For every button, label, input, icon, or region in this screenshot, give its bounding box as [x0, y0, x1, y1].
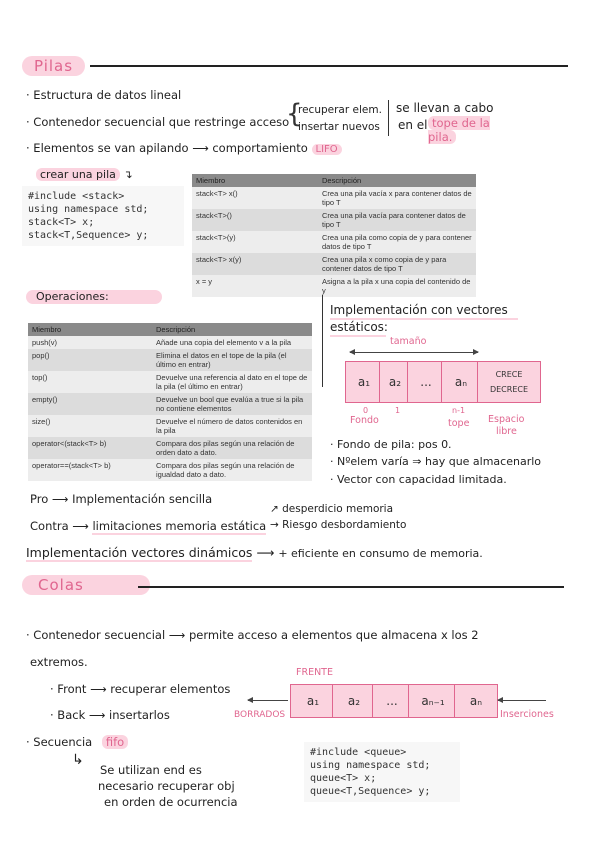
front-text: recuperar elementos — [110, 682, 231, 696]
table-row: stack<T>(y) Crea una pila como copia de y para contener datos de tipo T — [192, 231, 476, 253]
dyn-text: + eficiente en consumo de memoria. — [278, 547, 483, 560]
colas-extremos: extremos. — [30, 655, 88, 669]
frente-label: FRENTE — [296, 667, 333, 678]
operaciones-label: Operaciones: — [36, 290, 109, 303]
curved-arrow-icon: ↳ — [72, 752, 84, 768]
index-n-1: n-1 — [452, 406, 466, 415]
espacio-label: Espacio — [488, 414, 525, 425]
table-row: stack<T> x() Crea una pila vacía x para contener datos de tipo T — [192, 187, 476, 209]
arrow-icon: ↗ — [270, 503, 283, 515]
contra-text: limitaciones memoria estática — [92, 519, 267, 533]
stack-cell: ... — [407, 361, 445, 403]
arrow-icon: ⟶ — [90, 682, 111, 696]
queue-cell: aₙ — [454, 684, 498, 718]
fondo-label: Fondo — [350, 415, 379, 426]
arrow-icon: → — [270, 519, 283, 531]
index-1: 1 — [395, 406, 401, 415]
index-0: 0 — [363, 406, 369, 415]
tope-label: tope — [448, 418, 470, 429]
stack-cell: a₁ — [345, 361, 383, 403]
queue-cell: ... — [372, 684, 412, 718]
fact-nelem: · Nºelem varía ⇒ hay que almacenarlo — [330, 455, 542, 468]
crear-pila-label: crear una pila — [36, 168, 120, 181]
queue-cell: a₁ — [290, 684, 336, 718]
stack-cell: aₙ — [441, 361, 481, 403]
arrow-icon: ⟶ — [168, 628, 189, 642]
bullet-estructura: · Estructura de datos lineal — [26, 88, 182, 102]
underline — [330, 335, 386, 337]
code-line: using namespace std; — [310, 760, 431, 771]
arrow-icon: ⟶ — [72, 519, 93, 533]
brace-item-recuperar: recuperar elem. — [298, 104, 382, 116]
tope-de-la-pila: tope de la pila. — [428, 116, 490, 144]
table-header: Descripción — [318, 174, 476, 187]
code-line: #include <stack> — [28, 191, 125, 202]
code-line: queue<T,Sequence> y; — [310, 786, 431, 797]
table-row: push(v) Añade una copia del elemento v a la pila — [28, 336, 312, 349]
table-row: size() Devuelve el número de datos contenidos en la pila — [28, 415, 312, 437]
bullet-contenedor: · Contenedor secuencial que restringe acceso — [26, 115, 290, 129]
arrow-icon: ⟶ — [51, 492, 73, 506]
table-row: operator==(stack<T> b) Compara dos pilas según una relación de igualdad dato a dato. — [28, 459, 312, 481]
pro-text: Implementación sencilla — [72, 492, 213, 506]
decrece-label: DECRECE — [489, 385, 529, 394]
code-queue — [304, 742, 460, 802]
impl-title-2: estáticos: — [330, 320, 388, 334]
colas-permite: permite acceso a elementos que almacena x los 2 — [188, 628, 479, 642]
pilas-title: Pilas — [22, 56, 85, 76]
code-line: stack<T> x; — [28, 217, 95, 228]
constructor-table — [192, 174, 476, 297]
arrow-icon: ⟶ — [256, 545, 279, 560]
table-row: stack<T>() Crea una pila vacía para contener datos de tipo T — [192, 209, 476, 231]
brace: { — [286, 99, 303, 129]
front-label: · Front — [50, 682, 87, 696]
code-stack — [22, 186, 184, 246]
desperdicio-text: desperdicio memoria — [282, 503, 394, 515]
header-rule — [90, 65, 568, 67]
queue-cell: aₙ₋₁ — [408, 684, 458, 718]
dyn-title: Implementación vectores dinámicos — [26, 545, 253, 560]
fifo-badge: fifo — [102, 735, 128, 749]
table-header: Miembro — [28, 323, 152, 336]
contra-label: Contra — [30, 519, 69, 533]
arrow-icon: ⟶ — [88, 708, 110, 722]
operations-table — [28, 323, 312, 481]
secuencia-label: · Secuencia — [26, 735, 93, 749]
code-line: #include <queue> — [310, 747, 407, 758]
brace-item-insertar: insertar nuevos — [298, 121, 380, 133]
inserciones-arrow — [498, 700, 546, 701]
colas-contenedor: · Contenedor secuencial — [26, 628, 166, 642]
pro-label: Pro — [30, 492, 49, 506]
back-text: insertarlos — [109, 708, 170, 722]
note-line: necesario recuperar obj — [98, 779, 235, 793]
code-line: queue<T> x; — [310, 773, 377, 784]
borrados-label: BORRADOS — [234, 710, 286, 720]
comportamiento: comportamiento — [212, 141, 308, 155]
note-line: Se utilizan end es — [100, 763, 202, 777]
table-header: Descripción — [152, 323, 312, 336]
divider — [322, 295, 323, 387]
header-rule — [138, 586, 564, 588]
size-arrow — [350, 352, 478, 353]
crece-label: CRECE — [495, 370, 523, 379]
tamano-label: tamaño — [390, 336, 427, 347]
fact-fondo: · Fondo de pila: pos 0. — [330, 438, 452, 451]
table-row: stack<T> x(y) Crea una pila x como copia de y para contener datos de tipo T — [192, 253, 476, 275]
queue-cell: a₂ — [332, 684, 376, 718]
table-row: pop() Elimina el datos en el tope de la pila (el último en entrar) — [28, 349, 312, 371]
table-row: x = y Asigna a la pila x una copia del contenido de y — [192, 275, 476, 297]
note-line: en orden de ocurrencia — [104, 795, 238, 809]
inserciones-label: Inserciones — [500, 709, 554, 720]
se-llevan: se llevan a cabo — [396, 101, 494, 115]
code-line: using namespace std; — [28, 204, 149, 215]
table-row: empty() Devuelve un bool que evalúa a true si la pila no contiene elementos — [28, 393, 312, 415]
colas-title: Colas — [22, 575, 150, 595]
table-row: top() Devuelve una referencia al dato en el tope de la pila (el último en entrar) — [28, 371, 312, 393]
table-row: operator<(stack<T> b) Compara dos pilas según una relación de orden dato a dato. — [28, 437, 312, 459]
riesgo-text: Riesgo desbordamiento — [282, 519, 407, 531]
back-label: · Back — [50, 708, 86, 722]
divider — [388, 100, 389, 136]
arrow-down-icon: ↴ — [123, 168, 133, 181]
impl-title: Implementación con vectores — [330, 303, 508, 317]
free-space-cell — [477, 361, 541, 403]
libre-label: libre — [496, 426, 517, 437]
code-line: stack<T,Sequence> y; — [28, 230, 149, 241]
en-el: en el — [398, 118, 428, 132]
arrow-icon: ⟶ — [192, 141, 213, 155]
table-header: Miembro — [192, 174, 318, 187]
stack-cell: a₂ — [379, 361, 411, 403]
borrados-arrow — [248, 700, 288, 701]
bullet-apilando: · Elementos se van apilando — [26, 141, 189, 155]
lifo-badge: LIFO — [312, 144, 342, 155]
fact-vector: · Vector con capacidad limitada. — [330, 473, 507, 486]
